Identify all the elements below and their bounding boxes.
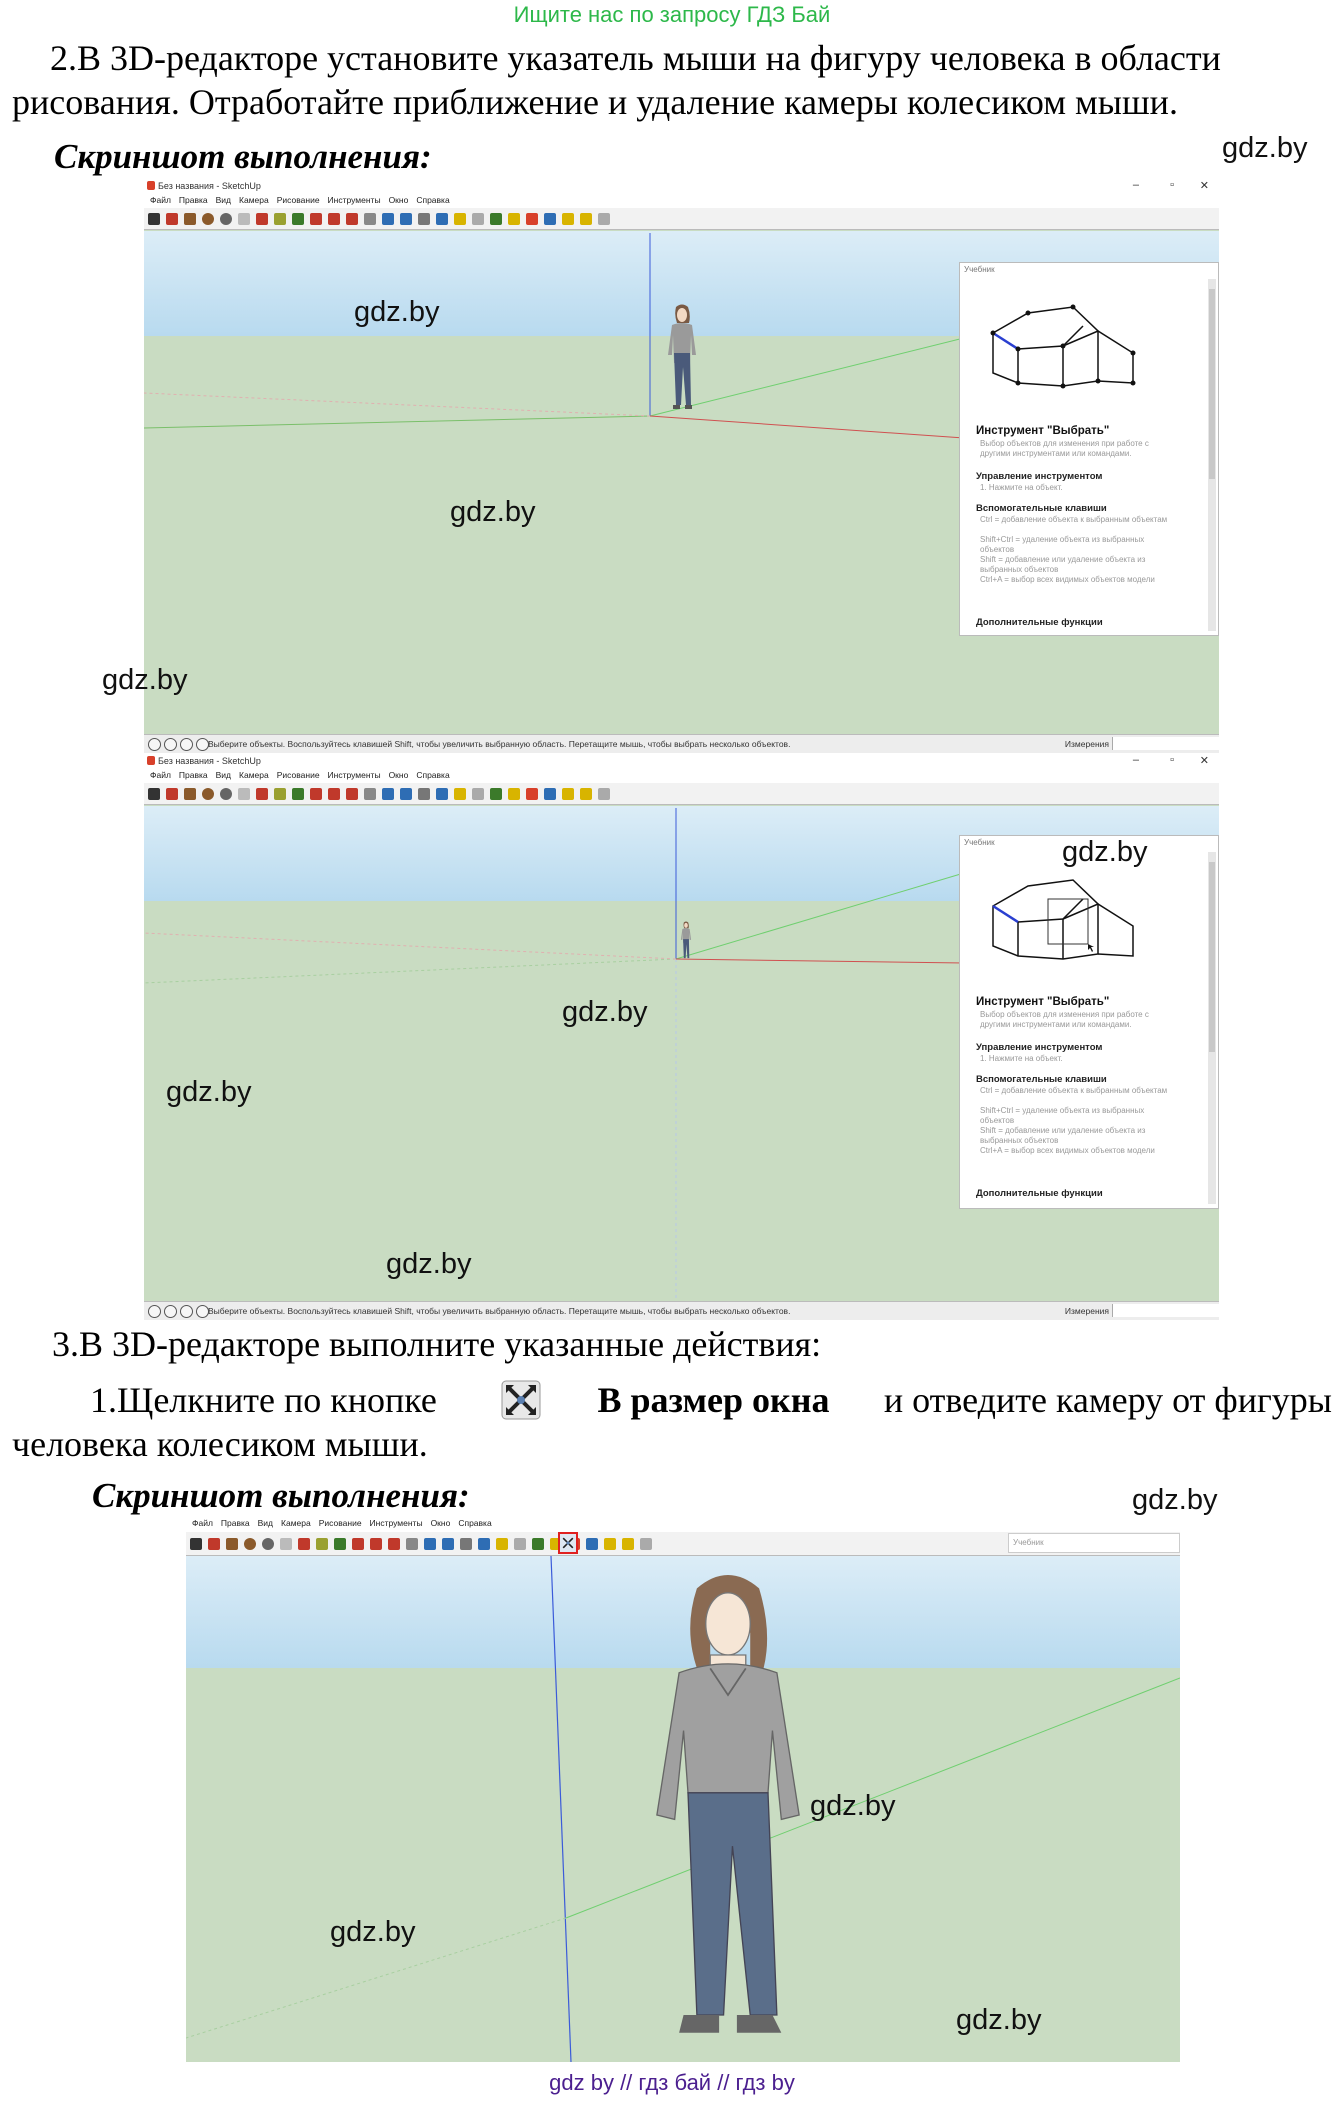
menu-tools[interactable]: Инструменты [327,770,381,780]
instructor-key-3: Shift = добавление или удаление объекта из выбранных объектов [980,1126,1146,1145]
window-title: Без названия - SketchUp [158,181,261,191]
menu-draw[interactable]: Рисование [318,1518,362,1528]
instructor-key-1: Ctrl = добавление объекта к выбранным объектам [980,1086,1168,1095]
status-bar [144,1301,1219,1320]
green-axis-dotted [144,959,676,983]
instructor-section-control: Управление инструментом [976,1042,1103,1053]
watermark: gdz.by [562,996,648,1028]
maximize-button[interactable]: ▫ [1170,179,1174,191]
watermark: gdz.by [354,296,440,328]
instructor-tool-desc: Выбор объектов для изменения при работе с другими инструментами или командами. [980,1010,1149,1029]
instructor-section-keys: Вспомогательные клавиши [976,503,1107,514]
geo-location-icon[interactable] [148,1305,161,1318]
status-text: Выберите объекты. Воспользуйтесь клавишей Shift, чтобы увеличить выбранную область. Перетащите мышь, чтобы выбрать несколько объектов. [208,739,791,749]
task3-step1 [12,1378,1332,1466]
instructor-step: 1. Нажмите на объект. [980,1054,1063,1063]
menu-draw[interactable]: Рисование [276,770,320,780]
instructor-key-3: Shift = добавление или удаление объекта из выбранных объектов [980,555,1146,574]
instructor-section-keys: Вспомогательные клавиши [976,1074,1107,1085]
instructor-panel-title: Учебник [964,838,995,847]
watermark: gdz.by [450,496,536,528]
search-hint-link[interactable]: Ищите нас по запросу ГДЗ Бай [513,2,831,27]
instructor-tool-title: Инструмент "Выбрать" [976,996,1110,1008]
menu-window[interactable]: Окно [430,1518,451,1528]
instructor-key-4: Ctrl+A = выбор всех видимых объектов модели [980,575,1155,584]
instructor-key-4: Ctrl+A = выбор всех видимых объектов модели [980,1146,1155,1155]
measurements-label: Измерения [1064,1306,1109,1316]
watermark: gdz.by [1132,1484,1218,1516]
measurements-input[interactable] [1112,1304,1219,1317]
menu-edit[interactable]: Правка [178,770,208,780]
blue-axis [551,1556,571,2062]
task3-step1-line2: человека колесиком мыши. [12,1424,428,1464]
window-title: Без названия - SketchUp [158,756,261,766]
account-icon[interactable] [180,738,193,751]
green-axis-dotted [650,328,1004,416]
task3-step1-after: и отведите камеру от фигуры [883,1380,1332,1420]
geo-location-icon[interactable] [148,738,161,751]
instructor-panel-title: Учебник [964,265,995,274]
minimize-button[interactable]: – [1132,179,1139,191]
menu-file[interactable]: Файл [150,195,171,205]
task3-step1-bold: В размер окна [597,1380,830,1420]
person-figure-icon[interactable] [679,921,693,961]
instructor-section-extra: Дополнительные функции [976,617,1103,628]
menu-view[interactable]: Вид [257,1518,274,1528]
minimize-button[interactable]: – [1132,754,1139,766]
menu-tools[interactable]: Инструменты [369,1518,423,1528]
instructor-key-1: Ctrl = добавление объекта к выбранным объектам [980,515,1168,524]
instructor-search-box[interactable]: Учебник [1008,1533,1180,1553]
red-axis-dotted [144,393,650,416]
watermark: gdz.by [810,1790,896,1822]
house-illustration [988,301,1148,391]
task2-screenshot-heading: Скриншот выполнения: [54,137,432,176]
menu-window[interactable]: Окно [388,770,409,780]
red-axis [676,959,964,963]
instructor-tool-title: Инструмент "Выбрать" [976,425,1110,437]
instructor-panel [959,262,1219,636]
instructor-scrollbar[interactable] [1208,279,1216,631]
task3-text: 3.В 3D-редакторе выполните указанные действия: [52,1324,822,1364]
red-axis [650,416,964,438]
footer-links[interactable]: gdz by // гдз бай // гдз by [549,2070,795,2095]
status-bar [144,734,1219,753]
task2-text: 2.В 3D-редакторе установите указатель мыши на фигуру человека в области рисования. Отработайте приближение и удаление камеры колесиком мыши. [12,38,1221,122]
watermark: gdz.by [102,664,188,696]
sketchup-window-3 [186,1518,1180,2062]
instructor-section-control: Управление инструментом [976,471,1103,482]
green-axis [144,416,650,428]
green-axis [676,873,964,959]
menu-help[interactable]: Справка [416,770,450,780]
watermark: gdz.by [386,1248,472,1280]
account-icon[interactable] [180,1305,193,1318]
instructor-key-2: Shift+Ctrl = удаление объекта из выбранных объектов [980,535,1145,554]
instructor-panel [959,835,1219,1209]
menu-help[interactable]: Справка [416,195,450,205]
close-button[interactable]: ✕ [1199,180,1209,192]
measurements-label: Измерения [1064,739,1109,749]
menu-file[interactable]: Файл [150,770,171,780]
menu-help[interactable]: Справка [458,1518,492,1528]
instructor-scrollbar[interactable] [1208,852,1216,1204]
menu-view[interactable]: Вид [215,770,232,780]
menu-edit[interactable]: Правка [220,1518,250,1528]
credits-icon[interactable] [164,1305,177,1318]
instructor-section-extra: Дополнительные функции [976,1188,1103,1199]
menu-window[interactable]: Окно [388,195,409,205]
sketchup-window-2 [144,753,1219,1320]
instructor-tool-desc: Выбор объектов для изменения при работе с другими инструментами или командами. [980,439,1149,458]
sketchup-window-1 [144,178,1219,753]
watermark: gdz.by [1222,132,1308,164]
maximize-button[interactable]: ▫ [1170,754,1174,766]
watermark: gdz.by [1062,836,1148,868]
close-button[interactable]: ✕ [1199,755,1209,767]
status-text: Выберите объекты. Воспользуйтесь клавишей Shift, чтобы увеличить выбранную область. Перетащите мышь, чтобы выбрать несколько объектов. [208,1306,791,1316]
menu-camera[interactable]: Камера [239,770,269,780]
house-illustration [988,874,1148,964]
menu-camera[interactable]: Камера [281,1518,311,1528]
menu-camera[interactable]: Камера [239,195,269,205]
watermark: gdz.by [330,1916,416,1948]
watermark: gdz.by [956,2004,1042,2036]
menu-draw[interactable]: Рисование [276,195,320,205]
instructor-key-2: Shift+Ctrl = удаление объекта из выбранных объектов [980,1106,1145,1125]
red-axis-dotted [144,933,676,959]
watermark: gdz.by [166,1076,252,1108]
menu-edit[interactable]: Правка [178,195,208,205]
menu-file[interactable]: Файл [192,1518,213,1528]
measurements-input[interactable] [1112,737,1219,750]
credits-icon[interactable] [164,738,177,751]
zoom-extents-icon [501,1380,541,1420]
person-figure-icon[interactable] [664,303,700,413]
person-figure-icon[interactable] [648,1570,808,2060]
task3-screenshot-heading: Скриншот выполнения: [92,1476,470,1515]
task3-step1-before: 1.Щелкните по кнопке [90,1380,437,1420]
menu-view[interactable]: Вид [215,195,232,205]
instructor-step: 1. Нажмите на объект. [980,483,1063,492]
menu-tools[interactable]: Инструменты [327,195,381,205]
